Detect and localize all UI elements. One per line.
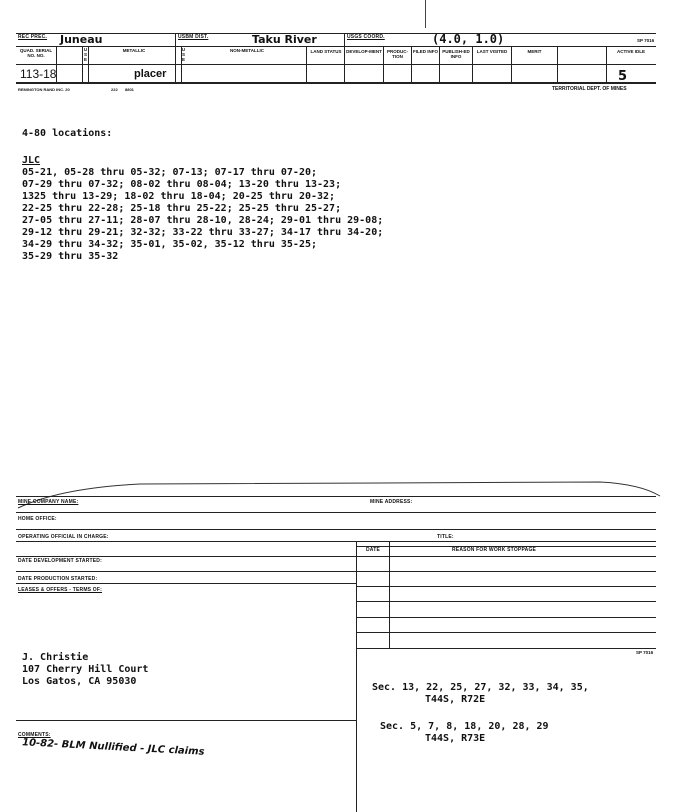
form-code: SP 7016 — [637, 38, 655, 43]
leases-label: LEASES & OFFERS - TERMS OF: — [18, 587, 103, 593]
home-office-label: HOME OFFICE: — [18, 516, 57, 522]
owner-street: 107 Cherry Hill Court — [22, 664, 149, 675]
rule — [356, 586, 656, 587]
col-published-info: PUBLISH-ED INFO — [442, 49, 470, 59]
rule — [16, 64, 656, 65]
rule — [16, 556, 656, 557]
col-development: DEVELOP-MENT — [346, 49, 382, 54]
comments-handwritten: 10-82- BLM Nullified - JLC claims — [21, 737, 205, 758]
quad-value: 113-18 — [20, 67, 57, 81]
notes-line: 22-25 thru 22-28; 25-18 thru 25-22; 25-25 thru 25-27; — [22, 203, 342, 214]
col-metallic: METALLIC — [122, 48, 146, 53]
comments-label: COMMENTS: — [18, 732, 51, 738]
printer-code-2: 8801 — [125, 87, 134, 92]
col-use-1: U S E — [83, 47, 88, 62]
rec-prec-label: REC PREC. — [18, 34, 48, 40]
rule — [16, 512, 656, 513]
rule — [356, 601, 656, 602]
col-non-metallic: NON-METALLIC — [230, 48, 264, 53]
rule — [356, 541, 357, 812]
owner-city: Los Gatos, CA 95030 — [22, 676, 137, 687]
rec-prec-value: Juneau — [60, 33, 103, 46]
rule — [16, 720, 356, 721]
date-production-label: DATE PRODUCTION STARTED: — [18, 576, 98, 582]
township-range-2: T44S, R73E — [425, 733, 486, 744]
notes-heading: 4-80 locations: — [22, 128, 113, 139]
territorial-dept: TERRITORIAL DEPT. OF MINES — [552, 86, 627, 92]
usgs-coord-label: USGS COORD. — [347, 34, 385, 40]
col-quad-serial: QUAD. SERIAL NO. NO. — [19, 48, 53, 58]
notes-line: 35-29 thru 35-32 — [22, 251, 119, 262]
mine-company-label: MINE COMPANY NAME: — [18, 499, 79, 505]
notes-line: 05-21, 05-28 thru 05-32; 07-13; 07-17 thru 07-20; — [22, 167, 318, 178]
rule — [356, 632, 656, 633]
rule — [16, 571, 656, 572]
date-development-label: DATE DEVELOPMENT STARTED: — [18, 558, 102, 564]
col-land-status: LAND STATUS — [310, 49, 342, 54]
title-label: TITLE: — [437, 534, 454, 540]
rule — [356, 617, 656, 618]
rule — [557, 46, 558, 84]
rule — [16, 46, 656, 47]
notes-line: 07-29 thru 07-32; 08-02 thru 08-04; 13-20 thru 13-23; — [22, 179, 342, 190]
notes-subheading: JLC — [22, 155, 41, 166]
card-edge — [0, 470, 678, 510]
usgs-coord-value: (4.0, 1.0) — [432, 32, 505, 46]
township-range-1: T44S, R72E — [425, 694, 486, 705]
rule — [16, 541, 656, 542]
col-merit: MERIT — [527, 49, 542, 54]
owner-name: J. Christie — [22, 652, 89, 663]
col-filed-info: FILED INFO — [413, 49, 438, 54]
rule — [16, 583, 356, 584]
notes-line: 1325 thru 13-29; 18-02 thru 18-04; 20-25 thru 20-32; — [22, 191, 336, 202]
col-last-visited: LAST VISITED — [476, 49, 508, 54]
usbm-dist-label: USBM DIST. — [178, 34, 209, 40]
operating-official-label: OPERATING OFFICIAL IN CHARGE: — [18, 534, 109, 540]
mine-address-label: MINE ADDRESS: — [370, 499, 413, 505]
rule — [175, 33, 176, 84]
col-use-2: U S E — [181, 47, 186, 62]
rule — [389, 541, 390, 648]
rule — [344, 33, 345, 84]
printer-code-1: 222 — [111, 87, 118, 92]
reason-col-label: REASON FOR WORK STOPPAGE — [452, 547, 537, 553]
col-production: PRODUC-TION — [387, 49, 408, 59]
metallic-value: placer — [134, 68, 167, 80]
lower-form-code: SP 7016 — [636, 650, 654, 655]
date-col-label: DATE — [366, 547, 381, 553]
rule — [16, 33, 656, 34]
section-list-2: Sec. 5, 7, 8, 18, 20, 28, 29 — [380, 721, 549, 732]
notes-line: 34-29 thru 34-32; 35-01, 35-02, 35-12 thru 35-25; — [22, 239, 318, 250]
rule — [16, 82, 656, 84]
notes-line: 27-05 thru 27-11; 28-07 thru 28-10, 28-24; 29-01 thru 29-08; — [22, 215, 384, 226]
rule — [356, 648, 656, 649]
rule — [16, 496, 656, 497]
section-list-1: Sec. 13, 22, 25, 27, 32, 33, 34, 35, — [372, 682, 589, 693]
col-active-idle: ACTIVE IDLE — [616, 49, 645, 54]
notes-line: 29-12 thru 29-21; 32-32; 33-22 thru 33-27; 34-17 thru 34-20; — [22, 227, 384, 238]
scan-mark — [425, 0, 426, 28]
printer-credit: REMINGTON RAND INC. 20 — [18, 87, 70, 92]
rule — [16, 529, 656, 530]
usbm-dist-value: Taku River — [252, 33, 317, 46]
active-idle-value: 5 — [618, 69, 628, 84]
